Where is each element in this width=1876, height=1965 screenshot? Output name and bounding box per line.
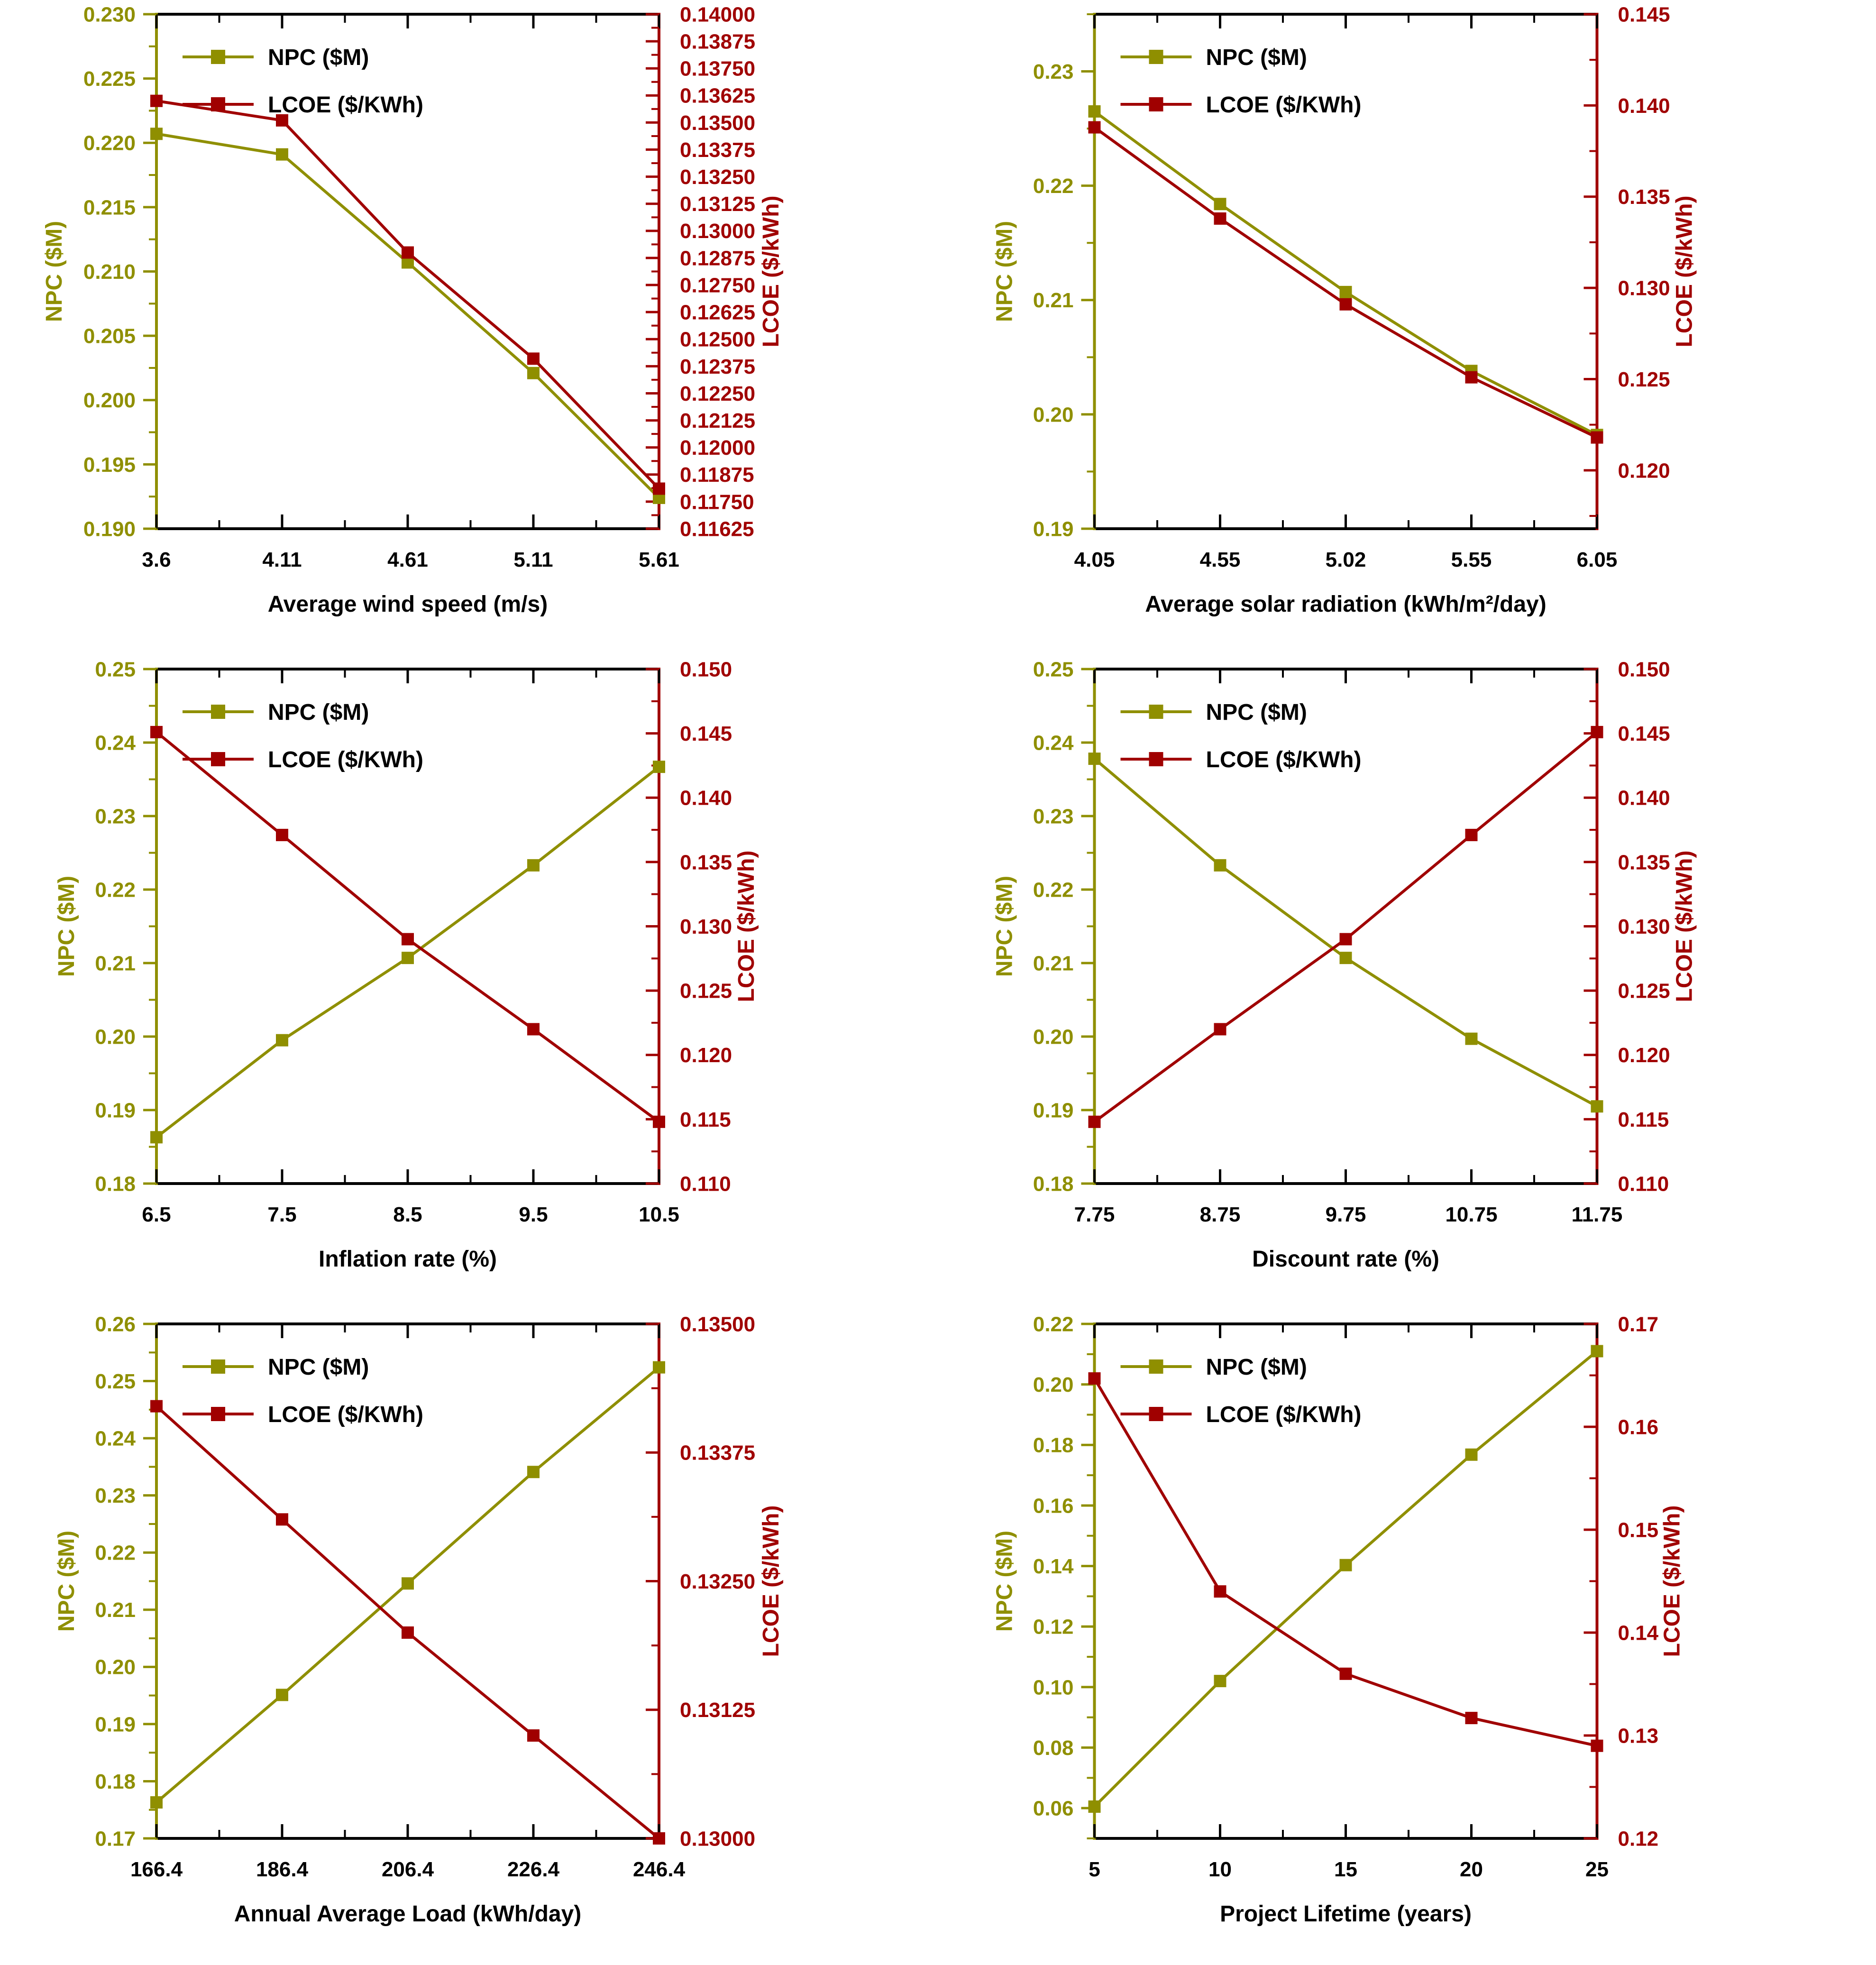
y-right-tick-label: 0.140 bbox=[1618, 94, 1670, 118]
data-point-marker bbox=[402, 247, 414, 259]
y-axis-left bbox=[1033, 658, 1095, 1195]
data-point-marker bbox=[653, 761, 665, 773]
data-point-marker bbox=[1089, 1116, 1101, 1128]
y-left-tick-label: 0.19 bbox=[1033, 1099, 1074, 1122]
y-left-tick-label: 0.200 bbox=[83, 389, 136, 413]
y-axis-label-left: NPC ($M) bbox=[42, 220, 67, 322]
y-right-tick-label: 0.110 bbox=[680, 1172, 731, 1196]
plot-area bbox=[992, 1313, 1685, 1927]
y-axis-label-left: NPC ($M) bbox=[54, 1530, 79, 1632]
y-right-tick-label: 0.11875 bbox=[680, 463, 754, 487]
series-lcoe bbox=[150, 726, 665, 1128]
y-left-tick-label: 0.17 bbox=[95, 1827, 136, 1851]
data-point-marker bbox=[1465, 829, 1478, 841]
y-axis-left bbox=[1033, 14, 1095, 541]
x-tick-label: 8.5 bbox=[393, 1203, 422, 1226]
legend-swatch-marker bbox=[211, 1407, 225, 1421]
plot-area bbox=[54, 1313, 784, 1927]
y-left-tick-label: 0.23 bbox=[1033, 805, 1074, 828]
y-right-tick-label: 0.120 bbox=[680, 1044, 732, 1067]
series-line bbox=[1095, 128, 1597, 438]
legend-swatch-marker bbox=[1149, 705, 1163, 719]
plot-area bbox=[992, 658, 1697, 1272]
y-right-tick-label: 0.14000 bbox=[680, 3, 756, 27]
y-right-tick-label: 0.13000 bbox=[680, 1827, 756, 1851]
y-right-tick-label: 0.13250 bbox=[680, 1570, 756, 1593]
legend-swatch-marker bbox=[211, 1359, 225, 1374]
legend-item-label: NPC ($M) bbox=[268, 45, 369, 70]
data-point-marker bbox=[1591, 1740, 1603, 1752]
y-left-tick-label: 0.14 bbox=[1033, 1554, 1074, 1578]
data-point-marker bbox=[402, 1577, 414, 1589]
legend-item-label: LCOE ($/KWh) bbox=[1206, 747, 1362, 772]
data-point-marker bbox=[1465, 1033, 1478, 1045]
data-point-marker bbox=[653, 1116, 665, 1128]
chart-svg-discount bbox=[938, 655, 1876, 1310]
series-npc bbox=[150, 761, 665, 1143]
chart-wind-speed-sensitivity bbox=[0, 0, 938, 655]
legend-item-label: LCOE ($/KWh) bbox=[268, 747, 423, 772]
data-point-marker bbox=[150, 726, 163, 738]
x-tick-label: 5.55 bbox=[1451, 548, 1492, 571]
data-point-marker bbox=[1340, 286, 1352, 298]
y-left-tick-label: 0.06 bbox=[1033, 1797, 1074, 1820]
y-left-tick-label: 0.19 bbox=[95, 1713, 136, 1736]
y-left-tick-label: 0.19 bbox=[95, 1099, 136, 1122]
chart-annual-load-sensitivity bbox=[0, 1310, 938, 1965]
x-axis-label: Average solar radiation (kWh/m²/day) bbox=[1145, 592, 1547, 617]
data-point-marker bbox=[1214, 198, 1226, 210]
y-right-tick-label: 0.13500 bbox=[680, 1313, 756, 1336]
chart-project-lifetime-sensitivity bbox=[938, 1310, 1876, 1965]
series-lcoe bbox=[1089, 121, 1603, 444]
y-left-tick-label: 0.18 bbox=[1033, 1172, 1074, 1196]
data-point-marker bbox=[276, 829, 288, 841]
data-point-marker bbox=[653, 1361, 665, 1374]
y-left-tick-label: 0.16 bbox=[1033, 1494, 1074, 1518]
y-right-tick-label: 0.120 bbox=[1618, 1044, 1670, 1067]
y-axis-label-left: NPC ($M) bbox=[992, 1530, 1017, 1632]
y-right-tick-label: 0.13000 bbox=[680, 220, 756, 243]
data-point-marker bbox=[1591, 432, 1603, 444]
y-right-tick-label: 0.150 bbox=[1618, 658, 1670, 681]
y-right-tick-label: 0.12875 bbox=[680, 247, 756, 270]
y-axis-left bbox=[95, 658, 156, 1195]
data-point-marker bbox=[527, 1466, 540, 1478]
y-left-tick-label: 0.19 bbox=[1033, 517, 1074, 541]
legend bbox=[1121, 45, 1362, 118]
y-right-tick-label: 0.12000 bbox=[680, 436, 756, 460]
x-tick-label: 6.05 bbox=[1576, 548, 1618, 571]
y-axis-right bbox=[646, 1313, 755, 1850]
legend-item-label: NPC ($M) bbox=[268, 1354, 369, 1380]
legend bbox=[1121, 700, 1362, 772]
legend-swatch-marker bbox=[211, 50, 225, 64]
legend-swatch-marker bbox=[211, 97, 225, 111]
y-left-tick-label: 0.24 bbox=[1033, 731, 1074, 755]
y-left-tick-label: 0.23 bbox=[95, 1484, 136, 1508]
y-right-tick-label: 0.12500 bbox=[680, 328, 756, 351]
y-right-tick-label: 0.13625 bbox=[680, 84, 756, 108]
chart-svg-load bbox=[0, 1310, 938, 1965]
legend-item-label: LCOE ($/KWh) bbox=[1206, 1402, 1362, 1427]
data-point-marker bbox=[402, 952, 414, 964]
y-left-tick-label: 0.24 bbox=[95, 1427, 136, 1451]
legend bbox=[183, 1355, 423, 1427]
y-axis-label-right: LCOE ($/kWh) bbox=[1672, 850, 1697, 1002]
x-tick-label: 9.75 bbox=[1325, 1203, 1366, 1226]
y-left-tick-label: 0.23 bbox=[95, 805, 136, 828]
y-right-tick-label: 0.150 bbox=[680, 658, 732, 681]
data-point-marker bbox=[1214, 1675, 1226, 1687]
data-point-marker bbox=[1465, 371, 1478, 384]
y-left-tick-label: 0.195 bbox=[83, 453, 136, 477]
y-left-tick-label: 0.26 bbox=[95, 1313, 136, 1336]
x-axis-label: Annual Average Load (kWh/day) bbox=[234, 1901, 582, 1927]
data-point-marker bbox=[150, 128, 163, 140]
x-tick-label: 25 bbox=[1585, 1858, 1609, 1881]
legend bbox=[183, 45, 423, 118]
y-right-tick-label: 0.11750 bbox=[680, 490, 754, 514]
y-right-tick-label: 0.13875 bbox=[680, 30, 756, 54]
y-axis-label-right: LCOE ($/kWh) bbox=[734, 850, 759, 1002]
y-right-tick-label: 0.13250 bbox=[680, 165, 756, 189]
x-tick-label: 10 bbox=[1208, 1858, 1232, 1881]
y-right-tick-label: 0.110 bbox=[1618, 1172, 1669, 1196]
y-axis-left bbox=[83, 3, 156, 541]
legend-swatch-marker bbox=[1149, 1359, 1163, 1374]
y-right-tick-label: 0.12125 bbox=[680, 409, 756, 432]
y-left-tick-label: 0.24 bbox=[95, 731, 136, 755]
x-tick-label: 4.05 bbox=[1074, 548, 1115, 571]
data-point-marker bbox=[276, 1513, 288, 1525]
data-point-marker bbox=[1591, 1345, 1603, 1357]
y-left-tick-label: 0.230 bbox=[83, 3, 136, 27]
data-point-marker bbox=[276, 1689, 288, 1701]
plot-area bbox=[42, 3, 784, 617]
y-right-tick-label: 0.14 bbox=[1618, 1621, 1659, 1645]
x-tick-label: 10.5 bbox=[639, 1203, 679, 1226]
data-point-marker bbox=[1214, 1585, 1226, 1598]
legend-swatch-marker bbox=[1149, 97, 1163, 111]
x-tick-label: 7.75 bbox=[1074, 1203, 1115, 1226]
legend-item-label: NPC ($M) bbox=[1206, 1354, 1307, 1380]
y-right-tick-label: 0.125 bbox=[1618, 367, 1670, 391]
chart-svg-lifetime bbox=[938, 1310, 1876, 1965]
x-axis-label: Inflation rate (%) bbox=[318, 1247, 497, 1272]
y-left-tick-label: 0.18 bbox=[95, 1770, 136, 1793]
y-right-tick-label: 0.12625 bbox=[680, 301, 756, 324]
x-tick-label: 5.61 bbox=[639, 548, 679, 571]
data-point-marker bbox=[653, 482, 665, 495]
y-left-tick-label: 0.205 bbox=[83, 324, 136, 348]
y-right-tick-label: 0.13750 bbox=[680, 57, 756, 81]
y-left-tick-label: 0.21 bbox=[1033, 289, 1074, 312]
y-left-tick-label: 0.25 bbox=[95, 658, 136, 681]
series-line bbox=[1095, 111, 1597, 435]
y-right-tick-label: 0.12375 bbox=[680, 355, 756, 378]
y-right-tick-label: 0.13125 bbox=[680, 1699, 756, 1722]
y-right-tick-label: 0.16 bbox=[1618, 1415, 1659, 1439]
y-left-tick-label: 0.210 bbox=[83, 260, 136, 284]
data-point-marker bbox=[1089, 1372, 1101, 1385]
y-axis-label-right: LCOE ($/kWh) bbox=[759, 1505, 784, 1657]
data-point-marker bbox=[1340, 952, 1352, 964]
data-point-marker bbox=[1591, 1100, 1603, 1112]
legend-item-label: NPC ($M) bbox=[268, 699, 369, 725]
x-tick-label: 9.5 bbox=[519, 1203, 548, 1226]
y-axis-right bbox=[1584, 1313, 1659, 1850]
y-right-tick-label: 0.13375 bbox=[680, 1441, 756, 1465]
y-left-tick-label: 0.22 bbox=[1033, 1313, 1074, 1336]
series-line bbox=[156, 732, 659, 1122]
legend-swatch-marker bbox=[211, 752, 225, 766]
x-tick-label: 10.75 bbox=[1445, 1203, 1498, 1226]
x-tick-label: 5.11 bbox=[513, 548, 553, 571]
y-axis-label-left: NPC ($M) bbox=[992, 220, 1017, 322]
data-point-marker bbox=[527, 352, 540, 365]
y-right-tick-label: 0.115 bbox=[1618, 1108, 1669, 1131]
y-right-tick-label: 0.130 bbox=[1618, 276, 1670, 300]
y-left-tick-label: 0.20 bbox=[1033, 1373, 1074, 1397]
y-right-tick-label: 0.145 bbox=[1618, 722, 1670, 746]
y-left-tick-label: 0.21 bbox=[95, 952, 136, 975]
y-axis-label-left: NPC ($M) bbox=[992, 875, 1017, 977]
y-right-tick-label: 0.135 bbox=[1618, 185, 1670, 209]
data-point-marker bbox=[527, 859, 540, 872]
x-tick-label: 11.75 bbox=[1571, 1203, 1623, 1226]
x-tick-label: 226.4 bbox=[507, 1858, 560, 1881]
series-line bbox=[156, 134, 659, 498]
chart-inflation-rate-sensitivity bbox=[0, 655, 938, 1310]
data-point-marker bbox=[1340, 1559, 1352, 1571]
y-left-tick-label: 0.25 bbox=[1033, 658, 1074, 681]
x-tick-label: 15 bbox=[1334, 1858, 1357, 1881]
y-left-tick-label: 0.20 bbox=[95, 1025, 136, 1049]
data-point-marker bbox=[527, 1729, 540, 1742]
y-left-tick-label: 0.22 bbox=[95, 878, 136, 902]
data-point-marker bbox=[1465, 1449, 1478, 1461]
x-tick-label: 5.02 bbox=[1325, 548, 1366, 571]
data-point-marker bbox=[150, 1131, 163, 1143]
y-left-tick-label: 0.225 bbox=[83, 67, 136, 91]
data-point-marker bbox=[150, 1400, 163, 1413]
series-line bbox=[156, 1406, 659, 1838]
y-left-tick-label: 0.21 bbox=[1033, 952, 1074, 975]
y-axis-left bbox=[1033, 1313, 1095, 1838]
x-tick-label: 5 bbox=[1089, 1858, 1100, 1881]
y-right-tick-label: 0.115 bbox=[680, 1108, 731, 1131]
data-point-marker bbox=[527, 367, 540, 379]
y-right-tick-label: 0.15 bbox=[1618, 1518, 1659, 1542]
data-point-marker bbox=[653, 1832, 665, 1845]
y-left-tick-label: 0.20 bbox=[95, 1655, 136, 1679]
y-axis-label-right: LCOE ($/kWh) bbox=[1672, 195, 1697, 348]
y-axis-label-right: LCOE ($/kWh) bbox=[1659, 1505, 1685, 1657]
y-right-tick-label: 0.125 bbox=[680, 979, 732, 1003]
data-point-marker bbox=[1089, 1800, 1101, 1813]
x-axis-label: Average wind speed (m/s) bbox=[267, 592, 548, 617]
x-tick-label: 4.61 bbox=[387, 548, 428, 571]
legend-item-label: LCOE ($/KWh) bbox=[268, 92, 423, 118]
x-tick-label: 3.6 bbox=[142, 548, 171, 571]
y-axis-left bbox=[95, 1313, 156, 1850]
data-point-marker bbox=[1214, 859, 1226, 872]
series-npc bbox=[1089, 753, 1603, 1112]
data-point-marker bbox=[276, 1034, 288, 1047]
data-point-marker bbox=[1089, 105, 1101, 118]
data-point-marker bbox=[1214, 1023, 1226, 1036]
plot-area bbox=[992, 3, 1697, 617]
x-tick-label: 6.5 bbox=[142, 1203, 171, 1226]
y-right-tick-label: 0.13375 bbox=[680, 138, 756, 162]
data-point-marker bbox=[1089, 753, 1101, 765]
y-left-tick-label: 0.12 bbox=[1033, 1615, 1074, 1639]
y-left-tick-label: 0.22 bbox=[1033, 174, 1074, 198]
y-left-tick-label: 0.215 bbox=[83, 196, 136, 220]
y-right-tick-label: 0.135 bbox=[1618, 851, 1670, 874]
x-tick-label: 246.4 bbox=[632, 1858, 686, 1881]
data-point-marker bbox=[1340, 1668, 1352, 1680]
legend-swatch-marker bbox=[1149, 50, 1163, 64]
x-tick-label: 166.4 bbox=[130, 1858, 183, 1881]
data-point-marker bbox=[150, 1796, 163, 1809]
x-tick-label: 20 bbox=[1460, 1858, 1483, 1881]
series-lcoe bbox=[150, 95, 665, 495]
y-left-tick-label: 0.22 bbox=[1033, 878, 1074, 902]
data-point-marker bbox=[1340, 933, 1352, 946]
y-right-tick-label: 0.130 bbox=[1618, 915, 1670, 938]
y-right-tick-label: 0.140 bbox=[680, 786, 732, 810]
y-right-tick-label: 0.120 bbox=[1618, 459, 1670, 483]
y-right-tick-label: 0.135 bbox=[680, 851, 732, 874]
y-right-tick-label: 0.13 bbox=[1618, 1724, 1659, 1748]
data-point-marker bbox=[402, 1626, 414, 1639]
y-right-tick-label: 0.12250 bbox=[680, 382, 756, 405]
data-point-marker bbox=[1465, 1712, 1478, 1724]
legend-item-label: NPC ($M) bbox=[1206, 699, 1307, 725]
x-axis-label: Discount rate (%) bbox=[1252, 1247, 1439, 1272]
y-left-tick-label: 0.18 bbox=[1033, 1433, 1074, 1457]
legend-item-label: LCOE ($/KWh) bbox=[1206, 92, 1362, 118]
y-left-tick-label: 0.22 bbox=[95, 1541, 136, 1565]
legend bbox=[1121, 1355, 1362, 1427]
chart-solar-radiation-sensitivity bbox=[938, 0, 1876, 655]
y-right-tick-label: 0.12 bbox=[1618, 1827, 1659, 1851]
data-point-marker bbox=[1340, 298, 1352, 311]
legend-swatch-marker bbox=[1149, 752, 1163, 766]
series-line bbox=[1095, 759, 1597, 1106]
series-npc bbox=[150, 1361, 665, 1809]
series-npc bbox=[150, 128, 665, 504]
x-axis-label: Project Lifetime (years) bbox=[1220, 1901, 1472, 1927]
data-point-marker bbox=[1591, 726, 1603, 738]
series-lcoe bbox=[150, 1400, 665, 1845]
legend-swatch-marker bbox=[1149, 1407, 1163, 1421]
x-tick-label: 206.4 bbox=[381, 1858, 434, 1881]
y-right-tick-label: 0.145 bbox=[680, 722, 732, 746]
data-point-marker bbox=[1214, 212, 1226, 225]
y-left-tick-label: 0.20 bbox=[1033, 1025, 1074, 1049]
legend bbox=[183, 700, 423, 772]
chart-discount-rate-sensitivity bbox=[938, 655, 1876, 1310]
y-left-tick-label: 0.08 bbox=[1033, 1736, 1074, 1760]
legend-item-label: NPC ($M) bbox=[1206, 45, 1307, 70]
y-axis-right bbox=[646, 3, 755, 541]
y-left-tick-label: 0.10 bbox=[1033, 1676, 1074, 1699]
y-left-tick-label: 0.18 bbox=[95, 1172, 136, 1196]
data-point-marker bbox=[1089, 121, 1101, 134]
series-line bbox=[156, 101, 659, 489]
legend-item-label: LCOE ($/KWh) bbox=[268, 1402, 423, 1427]
y-left-tick-label: 0.25 bbox=[95, 1369, 136, 1393]
y-right-tick-label: 0.12750 bbox=[680, 274, 756, 297]
x-tick-label: 7.5 bbox=[267, 1203, 297, 1226]
y-right-tick-label: 0.17 bbox=[1618, 1313, 1659, 1336]
chart-svg-solar bbox=[938, 0, 1876, 655]
y-right-tick-label: 0.13500 bbox=[680, 111, 756, 135]
y-right-tick-label: 0.125 bbox=[1618, 979, 1670, 1003]
chart-svg-wind bbox=[0, 0, 938, 655]
x-tick-label: 186.4 bbox=[256, 1858, 309, 1881]
y-left-tick-label: 0.21 bbox=[95, 1598, 136, 1622]
y-right-tick-label: 0.13125 bbox=[680, 193, 756, 216]
series-line bbox=[1095, 732, 1597, 1122]
y-axis-label-right: LCOE ($/kWh) bbox=[759, 195, 784, 348]
x-tick-label: 8.75 bbox=[1199, 1203, 1241, 1226]
data-point-marker bbox=[150, 95, 163, 107]
x-tick-label: 4.11 bbox=[262, 548, 302, 571]
series-npc bbox=[1089, 105, 1603, 441]
legend-swatch-marker bbox=[211, 705, 225, 719]
y-right-tick-label: 0.130 bbox=[680, 915, 732, 938]
plot-area bbox=[54, 658, 759, 1272]
x-tick-label: 4.55 bbox=[1199, 548, 1241, 571]
y-left-tick-label: 0.20 bbox=[1033, 403, 1074, 427]
data-point-marker bbox=[402, 933, 414, 946]
y-left-tick-label: 0.220 bbox=[83, 131, 136, 155]
y-right-tick-label: 0.140 bbox=[1618, 786, 1670, 810]
y-axis-label-left: NPC ($M) bbox=[54, 875, 79, 977]
y-right-tick-label: 0.11625 bbox=[680, 517, 754, 541]
chart-svg-inflation bbox=[0, 655, 938, 1310]
y-left-tick-label: 0.190 bbox=[83, 517, 136, 541]
y-right-tick-label: 0.145 bbox=[1618, 3, 1670, 27]
y-left-tick-label: 0.23 bbox=[1033, 60, 1074, 83]
data-point-marker bbox=[276, 148, 288, 161]
data-point-marker bbox=[527, 1023, 540, 1036]
